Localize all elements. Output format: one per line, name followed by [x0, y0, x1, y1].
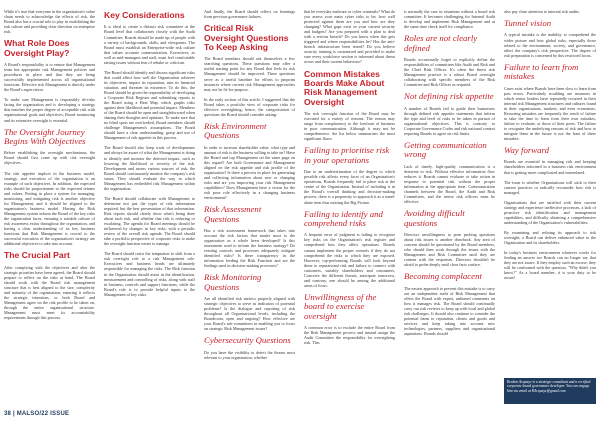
- body-paragraph: The Board members should ask themselves a few searching questions. These questions may offer a useful starting point for any Board that feels its risk Management should be improved. These questions serve as a useful baseline for efforts to pinpoint instances where current risk Management approaches may not be fit-for-purpose.: [204, 56, 295, 92]
- body-paragraph: A frequent error of judgment is failing to recognise key risks on the Organisation's risk register and comprehend how they affect operations. Boards cannot implement the proper controls if they do not comprehend the risks to which they are exposed. However, top-performing Boards will look beyond these to reputational risk and failure to connect with customers, suitably shareholders and consumers, Conceive the different threats, anticipate tomorrow, and contrary, one should be among the additional areas of focus.: [304, 232, 395, 288]
- heading-risk-environment: Risk Environment Questions: [204, 120, 267, 141]
- heading-complacent: Becoming complacent: [404, 271, 482, 282]
- body-paragraph: Are all identified risk metrics properly aligned with strategic objectives to serve as indicators of potential problems? Is the dialogue and reporting of risk throughout all Organisational levels, including the Boardroom, open and ongoing? How effective are your Board's sub-committees in enabling you to focus on strategic Risk Management issues?: [204, 296, 295, 332]
- body-paragraph: In the early section of this article, I suggested that the Board takes a portfolio view of corporate risks for effective oversighting; hence, the categorisation of questions the Board should consider asking:: [204, 96, 295, 117]
- body-paragraph: In order to increase shareholder value, what type and amount of risk is the business willing to take on? Have the Board and top Management set the same page on this regard? Are both Governance and Management aligned on the risk appetite and risk profile of the organisation? Is there a process in place for generating and collecting information about new or changing risks and are you improving your risk Management capabilities? Does Management have a vision for the risk pose role effectively in a changing business environment?: [204, 144, 295, 201]
- column-4: [304, 9, 395, 414]
- body-paragraph: A common error is to exclude the entire Board from the Risk Management process and instead assign the Audit Committee the responsibility for oversighting risk. This: [304, 325, 395, 346]
- page-number: 38: [4, 411, 12, 417]
- column-2: [104, 9, 195, 414]
- body-paragraph: A number of Boards fail to guide their businesses through defined risk appetite statements that inform the type and level of risks to be taken in pursuit of organisational objectives. This is contrary to Corporate Governance Codes and risk national context requiring Boards to agree on risk limits.: [404, 105, 495, 136]
- body-paragraph: Has a risk assessment framework that takes into account the risk factors that matter most to the organisation as a whole been developed? Is this assessment used to inform the business strategy? Do existing controls and processes adequately mitigate identified risks? Is there transparency in the information feeding the Risk Function and are the findings used in decision-making processes?: [204, 227, 295, 269]
- body-paragraph: The Board should collaborate with Management to determine not just the types of risk information required, but the best presentation of that information. Risk reports should clearly show what's being done about each risk, and whether that risk is reducing or escalating. The agenda for Board meetings should be influenced by changes in key risks, with a periodic review of the overall risk agenda. The Board should take a portfolio perspective of corporate risks to make the oversight function easier to manage.: [104, 195, 195, 247]
- heading-communication: Getting communication wrong: [404, 139, 487, 160]
- heading-tunnel-vision: Tunnel vision: [504, 18, 552, 29]
- body-paragraph: Do you have the visibility to detect the threats most relevant to your organisation, whether: [204, 349, 295, 360]
- body-paragraph: Cases exist where Boards have been slow to learn from past errors. Particularly troubling are instances in which senior leaders have repeatedly recurred in their internal risk Management structures and cultures found in their organisations, markets, and even economies. Recurring mistakes are frequently the result of failure to take the time to learn from their own mistakes, failure to evaluate, or those of their peers. The failure to recognise the underlying reasons of risk and how to mitigate them in the future is not the least of these mistakes.: [504, 85, 596, 141]
- body-paragraph: After complying with the objectives and after the strategic priorities have been agreed, the Board should prepare to reflect on the risks at hand. The Board should work with the Board risk management structure that is best aligned to the size, complexity and maturity of the organisation, ensuring it reflects the strategic intentions, or both Board and Management agree on the risk profile to be taken on, through the entire organisational structure. Management must meet its accountability requirements through this process.: [4, 264, 95, 321]
- intro-paragraph: While it's true that everyone in the organisation's value chain needs to acknowledge the effects of risk, the Board also has a crucial role to play in establishing the risk culture and providing clear direction on enterprise risk.: [4, 9, 95, 35]
- body-paragraph: It is ideal to create a distinct risk committee at the Board level that collaborates closely with the Audit Committee. Boards should be made up of people with a variety of backgrounds, skills, and viewpoints. The Board must establish an Enterprise-wide risk culture that values accurate communication. Executives, as well as mid-managers and staff, must feel comfortable raising issues without fear of rebuke or criticism.: [104, 24, 195, 65]
- body-paragraph: Boards occasionally forget to explicitly define the responsibilities of committees like Audit and Risk and the Chief Risk Officer. It's often the finest risk Management practice is a robust Board oversight collaborating with specific members of the Risk Committee and Risk Officer as required.: [404, 57, 495, 88]
- heading-oversight-journey: The Oversight Journey Begins With Objectives: [4, 126, 86, 146]
- body-paragraph: The Board should identify and discuss significant risks that could affect how well the Organisation achieves its objectives, impact its reputation, ruin its financial situation, and threaten its existence. To do this, the Board should be given the responsibility of developing a Corporate Risk Register and submitting reports to the Board using a Heat Map, which graphs risks against their likelihood and potential impact. Members of the Board should be open and straightforward when sharing their thoughts and opinions. To make sure that no blind spots are overlooked, Board members should challenge Management's assumptions. The Board should have a clear understanding, grasp and use of Management of risk appetite in this process.: [104, 69, 195, 141]
- body-paragraph: The Board should also keep track of developments and always be aware of what the Management is doing to identify and monitor the detected impact, such as lowering the likelihood or severity of the risk. Development and assess various sources of risk, the Board should continuously monitor the company's risk status. They should evaluate the way in which Management has embedded risk Management within the organisation.: [104, 145, 195, 191]
- author-bio-box: [504, 378, 596, 404]
- issue-label: MALSO/22 ISSUE: [16, 411, 70, 417]
- body-paragraph: In today's business environment whatever works for finding an answer too Boards can no longer say that they are not aware. If they employ such an excuse, they will be confronted with the question, "Why didn't you know?" As a board member, it is your duty to be aware!: [504, 250, 596, 281]
- body-paragraph: Lack of timely, high-quality communication is a deterrent to risk. Without effective information flow reduces it. Boards cannot evaluate or take action in response to potential risk without the proper information at the appropriate time. Communication channels between the Board, the Audit and Risk Committees, and the senior risk officers must be effective.: [404, 163, 495, 205]
- body-paragraph: Directors unwillingness to pose probing questions about risk issues is another drawback. Any area of concern should be questioned by the Board members, who should then work through the issues with the Management and Risk Committee until they are content with the responses. Directors shouldn't be afraid to probe deeply until clear facts surface.: [404, 231, 495, 268]
- heading-key-considerations: Key Considerations: [104, 10, 185, 20]
- heading-failure-learn: Failure to learn from mistakes: [504, 61, 579, 82]
- heading-unwillingness: Unwillingness of the board to exercise oversight: [304, 291, 377, 321]
- column-3: [204, 9, 295, 414]
- column-6: [504, 9, 596, 414]
- body-paragraph: is normally the case in situations without a board risk committee. It becomes challenging for Internal Audit to develop and implement Risk Management and at the same time check itself for compliance.: [404, 9, 495, 30]
- author-bio: Reuben Acquaye is a strategic consultant and a certified corporate board governance developer. You can engage him via email at RAcquaye@gmail.com: [507, 380, 591, 393]
- body-paragraph: Due to an underestimation of the degree to which possible risk affects every facet of an Organisation's operations, Boards frequently fail to place risk at the centre of the Organisation. Instead of including it in the Board's overall thinking and decision-making process, there is a propensity to approach it as a stand-alone item thus missing the Big Picture.: [304, 169, 395, 205]
- body-paragraph: The risk appetite implicit in the business model, strategy, and execution of the organisation is an example of such objectives. In addition, the expected risks should be proportionate to the expected returns and values. Putting in place a system for managing, monitoring, and mitigating risk is another objective for Management, and it should be aligned to the organisation's business model. Having the Risk Management system inform the Board of the key risks the organisation faces, ensuring a suitable culture of risk awareness exists throughout the organisation, and having a clear understanding of its key business functions that Risk Management is crucial to the successful execution of the organisation's strategy are additional objectives to take into account.: [4, 170, 95, 247]
- body-paragraph: The easiest approach to prevent this mistake is to carry out an independent audit of Risk Management that offers the Board with expert, unbiased comments on how it manages risk. The Board should continually carry out risk reviews to keep up with local and global risk challenges. It should also continue to consider the potential harm to reputation, clients and goods and services and keep taking into account new technologies, partners, suppliers and organisational aspirations. Boards should: [404, 285, 495, 337]
- body-paragraph: Before establishing the oversight mechanisms, the Board should first come up with risk oversight objectives.: [4, 150, 95, 166]
- heading-roles-not-defined: Roles are not clearly defined: [404, 33, 478, 53]
- heading-cybersecurity: Cybersecurity Questions: [204, 335, 291, 346]
- body-paragraph: The risk oversight function of the Board may be executed for a variety of reasons. The reason may range from complacency to the forefront of business in poor communication. Although it may not be comprehensive, the list below summarises the most significant flaws.: [304, 111, 395, 142]
- heading-crucial-part: The Crucial Part: [4, 250, 70, 261]
- body-paragraph: The Board should resist the temptation to shift from a risk oversight role to a risk Management role. Executives and business heads are ultimately responsible for managing the risks. The Risk function in the Organisation should assist in the identification, measurement and controlling of risks, along with staff in business, controls and support functions, while the Board's role is to provide helpful inputs to the Management of key risks.: [104, 251, 195, 297]
- column-5: [404, 9, 495, 414]
- page-footer: [4, 411, 69, 417]
- body-paragraph: A typical mistake is the inability to comprehend the wider picture and how global risks, especially those related to the environment, society, and governance, affect the company's risk perspective. The degree of risk preparation is concerned by this restricted focus.: [504, 32, 596, 58]
- body-paragraph: Boards are essential in managing risk and keeping shareholders informed in a business risk environment that is getting more complicated and interrelated.: [504, 159, 596, 175]
- heading-failing-identify: Failing to identify and comprehend risks: [304, 208, 383, 228]
- body-paragraph: Organisations that are satisfied with their current strategy and experience ineffective processes, a lack of proactive risk identification and management capabilities, and difficulty obtaining a comprehensive understanding of the Organisation's vulnerabilities.: [504, 199, 596, 225]
- body-paragraph: The issue is whether Organisations will stick to their current practices or radically reconsider how risk is managed.: [504, 179, 596, 195]
- body-paragraph: And finally, the Board should reflect on learnings from previous governance failures.: [204, 9, 295, 20]
- heading-way-forward: Way forward: [504, 145, 550, 156]
- heading-failing-prioritise: Failing to prioritise risk in your operations: [304, 145, 390, 165]
- body-paragraph: A Board's responsibility is to ensure that Management team has appropriate risk Management policies and procedures in place and that they are being successfully implemented across all organisational functions. Effective risk Management is directly under the Board's supervision.: [4, 62, 95, 93]
- heading-critical-questions: Critical Risk Oversight Questions To Keep Asking: [204, 23, 289, 52]
- body-paragraph: that be everyday malware or cyber criminals? What do you assess your main cyber risks to be; how well protected against them are you and how are they changing? What gaps exist in your current security and budgets? Are you prepared with a plan to deal with a serious breach? Do you know when this gets triggered and where responsibilities lie? Has the anti-breach infrastructure been tested? Do you believe security training is customised and provided to make sure every workforce section is informed about threat actors and their current behaviour?: [304, 9, 395, 65]
- body-paragraph: By examining and refining its approach to risk oversight, a Board can deliver enhanced value to the Organisation and its shareholders.: [504, 229, 596, 246]
- heading-difficult-questions: Avoiding difficult questions: [404, 208, 465, 228]
- heading-not-defining-appetite: Not defining risk appetite: [404, 91, 494, 102]
- heading-common-mistakes: Common Mistakes Boards Make About Risk Management Oversight: [304, 68, 385, 107]
- body-paragraph: also pay close attention to internal risk audits.: [504, 9, 580, 14]
- footer-separator: |: [12, 411, 17, 417]
- heading-risk-monitoring: Risk Monitoring Questions: [204, 272, 262, 292]
- heading-what-role-oversight: What Role Does Oversight Play?: [4, 38, 70, 58]
- column-1: [4, 9, 95, 406]
- heading-risk-assessment: Risk Assessment Questions: [204, 204, 262, 224]
- body-paragraph: To make sure Management is responsibly de-risks facing the organisation and is developing a strategy that matches the proper degree of acceptable risk with organisational goals and objectives, Board monitoring and its extensive oversight is essential.: [4, 97, 95, 123]
